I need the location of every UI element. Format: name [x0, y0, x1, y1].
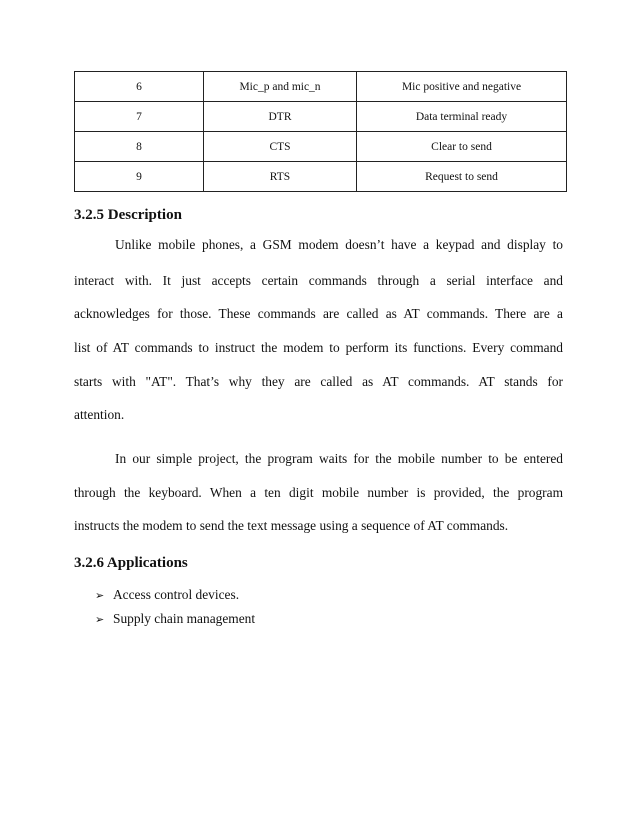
pin-description-cell: Clear to send [357, 132, 567, 162]
pin-name-cell: Mic_p and mic_n [204, 72, 357, 102]
pin-name-cell: CTS [204, 132, 357, 162]
pin-description-table [74, 71, 567, 192]
paragraph-line: interact with. It just accepts certain commands through a serial interface and [74, 273, 563, 288]
pin-number-cell: 6 [75, 72, 204, 102]
paragraph-line: In our simple project, the program waits for the mobile number to be entered [115, 451, 563, 466]
section-heading-description: 3.2.5 Description [74, 207, 182, 223]
paragraph-line: attention. [74, 407, 125, 422]
table-row [75, 102, 567, 132]
pin-description-cell: Request to send [357, 162, 567, 192]
paragraph-line: starts with "AT". That’s why they are called as AT commands. AT stands for [74, 374, 563, 389]
paragraph-line: through the keyboard. When a ten digit mobile number is provided, the program [74, 485, 563, 500]
paragraph-line: list of AT commands to instruct the modem to perform its functions. Every command [74, 340, 563, 355]
pin-number-cell: 7 [75, 102, 204, 132]
pin-number-cell: 8 [75, 132, 204, 162]
list-item-text: Supply chain management [113, 611, 256, 626]
list-item [95, 587, 239, 604]
pin-number-cell: 9 [75, 162, 204, 192]
paragraph-line: Unlike mobile phones, a GSM modem doesn’t have a keypad and display to [115, 237, 563, 252]
table-row [75, 72, 567, 102]
pin-name-cell: RTS [204, 162, 357, 192]
section-heading-applications: 3.2.6 Applications [74, 555, 188, 571]
paragraph-line: instructs the modem to send the text message using a sequence of AT commands. [74, 518, 509, 533]
table-row [75, 132, 567, 162]
pin-description-cell: Data terminal ready [357, 102, 567, 132]
table-row [75, 162, 567, 192]
paragraph-line: acknowledges for those. These commands are called as AT commands. There are a [74, 306, 563, 321]
list-item [95, 611, 255, 628]
list-item-text: Access control devices. [113, 587, 240, 602]
pin-description-cell: Mic positive and negative [357, 72, 567, 102]
arrowhead-bullet-icon: ➢ [95, 613, 105, 626]
pin-name-cell: DTR [204, 102, 357, 132]
arrowhead-bullet-icon: ➢ [95, 589, 105, 602]
